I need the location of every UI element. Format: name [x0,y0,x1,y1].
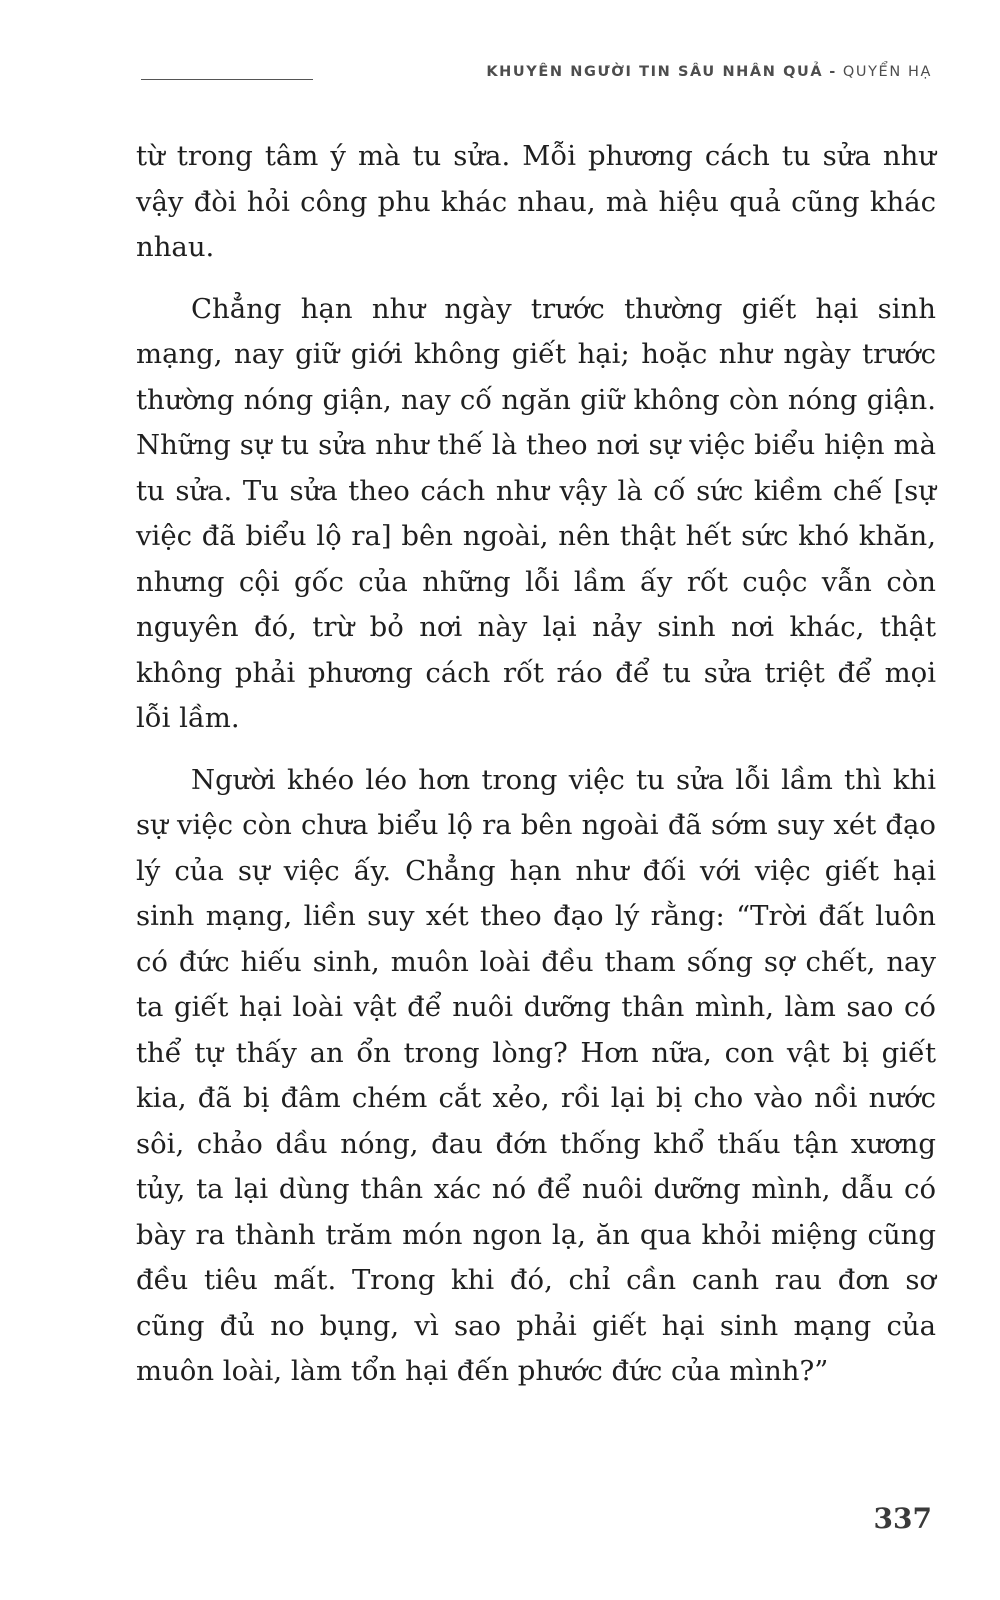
paragraph: Chẳng hạn như ngày trước thường giết hại sinh mạng, nay giữ giới không giết hại; hoặc như ngày trước thường nóng giận, nay cố ngăn giữ không còn nóng giận. Những sự tu sửa như thế là theo nơi sự việc biểu hiện mà tu sửa. Tu sửa theo cách như vậy là cố sức kiềm chế [sự việc đã biểu lộ ra] bên ngoài, nên thật hết sức khó khăn, nhưng cội gốc của những lỗi lầm ấy rốt cuộc vẫn còn nguyên đó, trừ bỏ nơi này lại nảy sinh nơi khác, thật không phải phương cách rốt ráo để tu sửa triệt để mọi lỗi lầm. [136,292,936,734]
running-head [486,64,932,80]
header-rule [141,79,313,80]
volume-label: QUYỂN HẠ [842,64,932,80]
paragraph-continuation: từ trong tâm ý mà tu sửa. Mỗi phương cách tu sửa như vậy đòi hỏi công phu khác nhau, mà hiệu quả cũng khác nhau. [136,140,936,263]
page-number: 337 [873,1502,932,1535]
body-text [136,134,936,1411]
paragraph: Người khéo léo hơn trong việc tu sửa lỗi lầm thì khi sự việc còn chưa biểu lộ ra bên ngoài đã sớm suy xét đạo lý của sự việc ấy. Chẳng hạn như đối với việc giết hại sinh mạng, liền suy xét theo đạo lý rằng: “Trời đất luôn có đức hiếu sinh, muôn loài đều tham sống sợ chết, nay ta giết hại loài vật để nuôi dưỡng thân mình, làm sao có thể tự thấy an ổn trong lòng? Hơn nữa, con vật bị giết kia, đã bị đâm chém cắt xẻo, rồi lại bị cho vào nồi nước sôi, chảo dầu nóng, đau đớn thống khổ thấu tận xương tủy, ta lại dùng thân xác nó để nuôi dưỡng mình, dẫu có bày ra thành trăm món ngon lạ, ăn qua khỏi miệng cũng đều tiêu mất. Trong khi đó, chỉ cần canh rau đơn sơ cũng đủ no bụng, vì sao phải giết hại sinh mạng của muôn loài, làm tổn hại đến phước đức của mình?” [136,763,936,1387]
header-separator: - [829,64,837,80]
book-title: KHUYÊN NGƯỜI TIN SÂU NHÂN QUẢ [486,64,824,80]
